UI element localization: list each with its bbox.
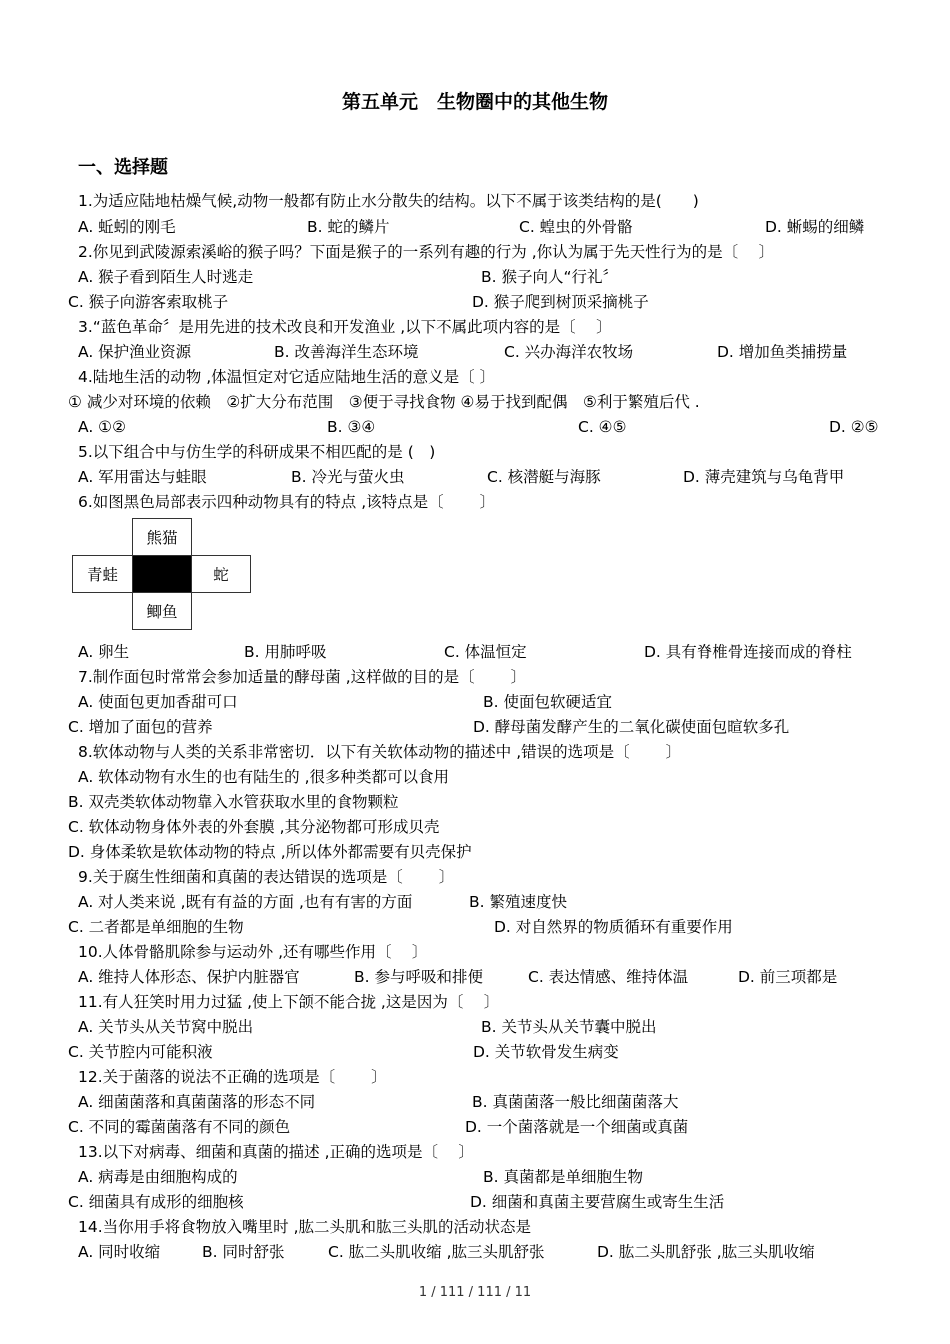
option-a: A. 细菌菌落和真菌菌落的形态不同 [78, 1093, 316, 1111]
option-a: A. 保护渔业资源 [78, 343, 192, 361]
option-c: C. 增加了面包的营养 [68, 718, 213, 736]
option-a: A. 猴子看到陌生人时逃走 [78, 268, 254, 286]
option-a: A. 同时收缩 [78, 1243, 161, 1261]
option-b: B. 冷光与萤火虫 [291, 468, 405, 486]
question-stem: 9.关于腐生性细菌和真菌的表达错误的选项是〔 〕 [78, 868, 455, 886]
diagram-center-shared-trait [132, 555, 192, 593]
option-d: D. 猴子爬到树顶采摘桃子 [472, 293, 649, 311]
option-b: B. 繁殖速度快 [469, 893, 567, 911]
option-d: D. 增加鱼类捕捞量 [717, 343, 848, 361]
diagram-cell-left: 青蛙 [72, 555, 133, 593]
option-c: C. 关节腔内可能积液 [68, 1043, 213, 1061]
option-c: C. 猴子向游客索取桃子 [68, 293, 229, 311]
option-d: D. 薄壳建筑与乌龟背甲 [683, 468, 845, 486]
option-a: A. 使面包更加香甜可口 [78, 693, 238, 711]
option-d: D. ②⑤ [829, 418, 879, 436]
question-stem: 5.以下组合中与仿生学的科研成果不相匹配的是 ( ) [78, 443, 436, 461]
option-b: B. 改善海洋生态环境 [274, 343, 419, 361]
option-b: B. 真菌菌落一般比细菌菌落大 [472, 1093, 679, 1111]
option-d: D. 肱二头肌舒张 ,肱三头肌收缩 [597, 1243, 815, 1261]
option-c: C. 核潜艇与海豚 [487, 468, 601, 486]
option-b: B. 真菌都是单细胞生物 [483, 1168, 643, 1186]
question-stem: 10.人体骨骼肌除参与运动外 ,还有哪些作用〔 〕 [78, 943, 428, 961]
option-c: C. 细菌具有成形的细胞核 [68, 1193, 244, 1211]
option-b: B. 蛇的鳞片 [307, 218, 390, 236]
option-d: D. 细菌和真菌主要营腐生或寄生生活 [470, 1193, 725, 1211]
page-title: 第五单元 生物圈中的其他生物 [341, 91, 608, 113]
option-a: A. 蚯蚓的刚毛 [78, 218, 176, 236]
option-a: A. 病毒是由细胞构成的 [78, 1168, 238, 1186]
question-stem: 6.如图黑色局部表示四种动物具有的特点 ,该特点是〔 〕 [78, 493, 496, 511]
option-b: B. 同时舒张 [202, 1243, 285, 1261]
option-d: D. 一个菌落就是一个细菌或真菌 [465, 1118, 689, 1136]
option-d: D. 对自然界的物质循环有重要作用 [494, 918, 733, 936]
question-stem: 13.以下对病毒、细菌和真菌的描述 ,正确的选项是〔 〕 [78, 1143, 474, 1161]
option-a: A. ①② [78, 418, 126, 436]
option-a: A. 软体动物有水生的也有陆生的 ,很多种类都可以食用 [78, 768, 450, 786]
section-heading: 一、选择题 [78, 157, 168, 178]
option-d: D. 酵母菌发酵产生的二氧化碳使面包暄软多孔 [473, 718, 790, 736]
diagram-cell-bottom: 鲫鱼 [132, 592, 192, 630]
option-a: A. 维持人体形态、保护内脏器官 [78, 968, 300, 986]
option-d: D. 关节软骨发生病变 [473, 1043, 619, 1061]
question-stem: 2.你见到武陵源索溪峪的猴子吗？下面是猴子的一系列有趣的行为 ,你认为属于先天性行为的是〔 〕 [78, 243, 775, 261]
option-c: C. 肱二头肌收缩 ,肱三头肌舒张 [328, 1243, 545, 1261]
option-c: C. 体温恒定 [444, 643, 527, 661]
option-d: D. 前三项都是 [738, 968, 838, 986]
option-b: B. 关节头从关节囊中脱出 [481, 1018, 657, 1036]
option-d: D. 具有脊椎骨连接而成的脊柱 [644, 643, 852, 661]
question-stem: 4.陆地生活的动物 ,体温恒定对它适应陆地生活的意义是〔 〕 [78, 368, 496, 386]
option-d: D. 身体柔软是软体动物的特点 ,所以体外都需要有贝壳保护 [68, 843, 472, 861]
question-items: ① 减少对环境的依赖 ②扩大分布范围 ③便于寻找食物 ④易于找到配偶 ⑤利于繁殖后代 . [68, 393, 700, 411]
question-stem: 1.为适应陆地枯燥气候,动物一般都有防止水分散失的结构。以下不属于该类结构的是( ) [78, 192, 699, 210]
option-c: C. 二者都是单细胞的生物 [68, 918, 244, 936]
option-a: A. 卵生 [78, 643, 130, 661]
question-stem: 3.“蓝色革命〞是用先进的技术改良和开发渔业 ,以下不属此项内容的是〔 〕 [78, 318, 612, 336]
diagram-cell-top: 熊猫 [132, 518, 192, 556]
option-c: C. 不同的霉菌菌落有不同的颜色 [68, 1118, 291, 1136]
option-c: C. 兴办海洋农牧场 [504, 343, 634, 361]
option-b: B. 猴子向人“行礼〞 [481, 268, 619, 286]
option-b: B. 参与呼吸和排便 [354, 968, 483, 986]
question-stem: 8.软体动物与人类的关系非常密切．以下有关软体动物的描述中 ,错误的选项是〔 〕 [78, 743, 682, 761]
option-b: B. 用肺呼吸 [244, 643, 327, 661]
diagram-cell-right: 蛇 [191, 555, 251, 593]
page-number: 1 / 111 / 111 / 11 [418, 1285, 532, 1300]
option-d: D. 蜥蜴的细鳞 [765, 218, 865, 236]
option-b: B. 使面包软硬适宜 [483, 693, 612, 711]
option-b: B. ③④ [327, 418, 376, 436]
option-c: C. ④⑤ [578, 418, 627, 436]
option-c: C. 表达情感、维持体温 [528, 968, 689, 986]
question-stem: 7.制作面包时常常会参加适量的酵母菌 ,这样做的目的是〔 〕 [78, 668, 527, 686]
option-a: A. 军用雷达与蛙眼 [78, 468, 207, 486]
option-a: A. 对人类来说 ,既有有益的方面 ,也有有害的方面 [78, 893, 413, 911]
option-c: C. 软体动物身体外表的外套膜 ,其分泌物都可形成贝壳 [68, 818, 440, 836]
animal-traits-diagram [68, 518, 253, 630]
option-b: B. 双壳类软体动物靠入水管获取水里的食物颗粒 [68, 793, 399, 811]
question-stem: 14.当你用手将食物放入嘴里时 ,肱二头肌和肱三头肌的活动状态是 [78, 1218, 532, 1236]
option-c: C. 蝗虫的外骨骼 [519, 218, 633, 236]
option-a: A. 关节头从关节窝中脱出 [78, 1018, 254, 1036]
question-stem: 12.关于菌落的说法不正确的选项是〔 〕 [78, 1068, 387, 1086]
question-stem: 11.有人狂笑时用力过猛 ,使上下颌不能合拢 ,这是因为〔 〕 [78, 993, 500, 1011]
